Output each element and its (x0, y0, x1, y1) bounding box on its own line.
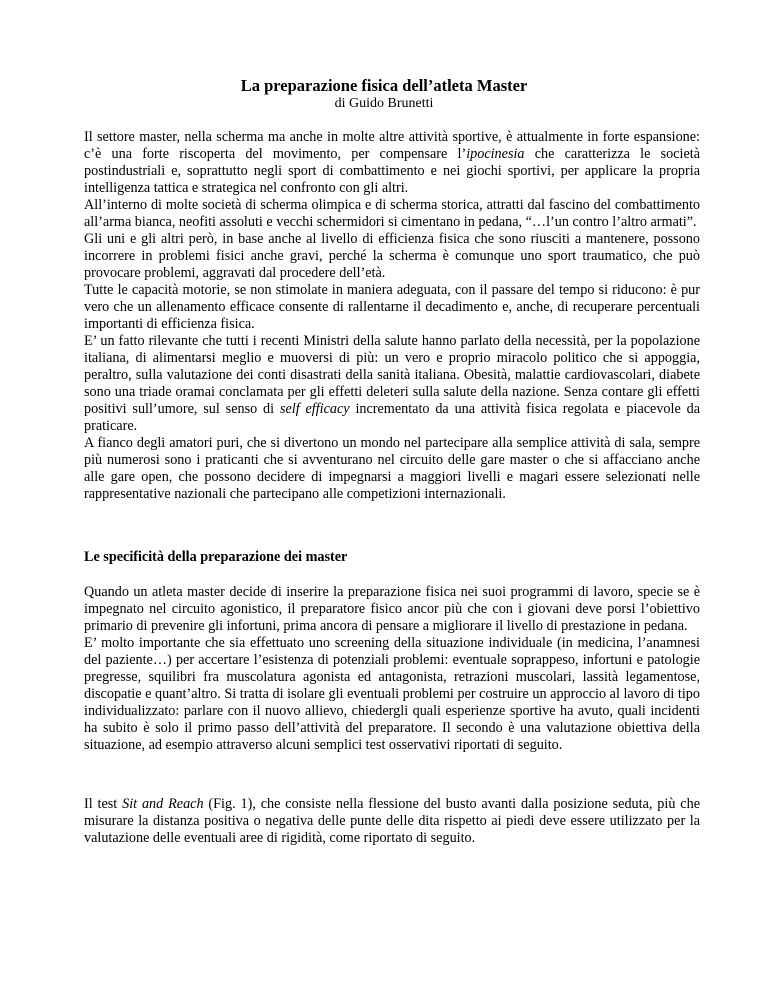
paragraph (84, 435, 700, 503)
paragraph (84, 231, 700, 282)
paragraph (84, 635, 700, 754)
paragraph (84, 796, 700, 847)
text-run: A fianco degli amatori puri, che si divertono un mondo nel partecipare alla semplice attività di sala, sempre più numerosi sono i praticanti che si avventurano nel circuito delle gare master o che si affacciano anche alle gare open, che possono decidere di impegnarsi a maggiori livelli e magari essere selezionati nelle rappresentative nazionali che partecipano alle competizioni internazionali. (84, 435, 700, 502)
paragraph (84, 333, 700, 435)
paragraph (84, 129, 700, 197)
text-run: incrementato da una attività fisica regolata e piacevole da praticare. (84, 401, 700, 434)
section-heading: Le specificità della preparazione dei master (84, 549, 348, 565)
text-run: Il settore master, nella scherma ma anche in molte altre attività sportive, è attualmente in forte espansione: c’è una forte riscoperta del movimento, per compensare l’ (84, 129, 700, 162)
paragraph (84, 197, 700, 231)
text-run: Il test (84, 796, 123, 812)
paragraph (84, 584, 700, 635)
text-run: Gli uni e gli altri però, in base anche al livello di efficienza fisica che sono riusciti a mantenere, possono incorrere in problemi fisici anche gravi, perché la scherma è comunque uno sport traumatico, che può provocare problemi, aggravati dal procedere dell’età. (84, 231, 700, 281)
text-run: All’interno di molte società di scherma olimpica e di scherma storica, attratti dal fascino del combattimento all’arma bianca, neofiti assoluti e vecchi schermidori si cimentano in pedana, “…l’un contro l’altro armati”. (84, 197, 700, 230)
specificity-section (84, 584, 700, 754)
text-run: (Fig. 1), che consiste nella flessione del busto avanti dalla posizione seduta, più che misurare la distanza positiva o negativa delle punte delle dita rispetto ai piedi deve essere utilizzato per la valutazione delle eventuali aree di rigidità, come riportato di seguito. (84, 796, 700, 846)
intro-section (84, 129, 700, 503)
text-run: Tutte le capacità motorie, se non stimolate in maniera adeguata, con il passare del tempo si riducono: è pur vero che un allenamento efficace consente di rallentarne il decadimento e, anche, di recuperare percentuali importanti di efficienza fisica. (84, 282, 700, 332)
italic-term: self efficacy (279, 401, 350, 417)
italic-term: Sit and Reach (122, 796, 204, 812)
paragraph (84, 282, 700, 333)
document-title: La preparazione fisica dell’atleta Master (240, 76, 528, 95)
document-author: di Guido Brunetti (334, 96, 434, 111)
text-run: che caratterizza le società postindustriali e, soprattutto negli sport di combattimento e nei giochi sportivi, per applicare la propria intelligenza tattica e strategica nel confronto con gli altri. (84, 146, 700, 196)
italic-term: ipocinesia (466, 146, 525, 162)
text-run: E’ un fatto rilevante che tutti i recenti Ministri della salute hanno parlato della necessità, per la popolazione italiana, di alimentarsi meglio e muoversi di più: un vero e proprio miracolo politico che si appoggia, peraltro, sulla valutazione dei conti disastrati della sanità italiana. Obesità, malattie cardiovascolari, diabete sono una triade oramai conclamata per gli effetti deleteri sulla salute della nazione. Senza contare gli effetti positivi sull’umore, sul senso di (84, 333, 700, 417)
text-run: E’ molto importante che sia effettuato uno screening della situazione individuale (in medicina, l’anamnesi del paziente…) per accertare l’esistenza di potenziali problemi: eventuale soprappeso, infortuni e patologie pregresse, squilibri fra muscolatura agonista ed antagonista, retrazioni muscolari, lassità legamentose, discopatie e quant’altro. Si tratta di isolare gli eventuali problemi per costruire un approccio al lavoro di tipo individualizzato: parlare con il nuovo allievo, chiedergli quali esperienze sportive ha avuto, quali incidenti ha subito è solo il primo passo dell’attività del preparatore. Il secondo è una valutazione obiettiva della situazione, ad esempio attraverso alcuni semplici test osservativi riportati di seguito. (84, 635, 700, 753)
text-run: Quando un atleta master decide di inserire la preparazione fisica nei suoi programmi di lavoro, specie se è impegnato nel circuito agonistico, il preparatore fisico ancor più che con i giovani deve porsi l’obiettivo primario di prevenire gli infortuni, prima ancora di pensare a migliorare il livello di prestazione in pedana. (84, 584, 700, 634)
sit-and-reach-section (84, 796, 700, 847)
